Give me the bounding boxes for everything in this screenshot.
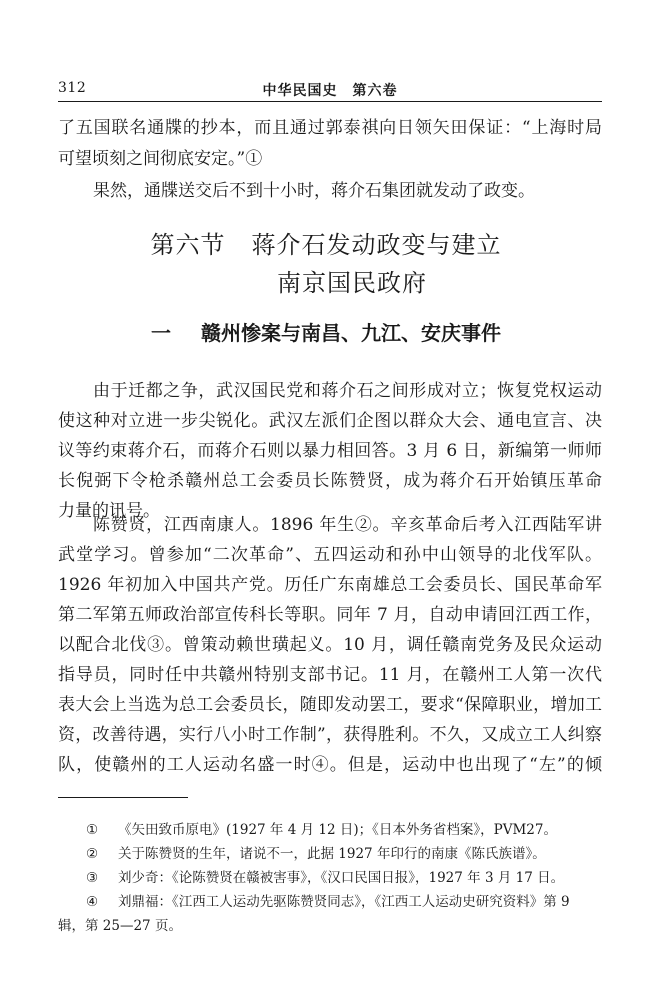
section-title-line1: 蒋介石发动政变与建立 <box>251 231 502 259</box>
subsection-number: 一 <box>151 321 171 345</box>
text-line: 可望顷刻之间彻底安定。”① <box>58 149 263 169</box>
footnote-mark: ④ <box>86 894 99 910</box>
footnote-rule <box>58 797 188 798</box>
text-line: 陈赞贤，江西南康人。1896 年生②。辛亥革命后考入江西陆军讲 <box>93 515 602 535</box>
text-line: 武堂学习。曾参加“二次革命”、五四运动和孙中山领导的北伐军队。 <box>58 545 602 565</box>
header-rule <box>58 101 602 102</box>
text-line: 以配合北伐③。曾策动赖世璜起义。10 月，调任赣南党务及民众运动 <box>58 635 602 655</box>
section-title-line2: 南京国民政府 <box>277 269 427 297</box>
text-line: 指导员，同时任中共赣州特别支部书记。11 月，在赣州工人第一次代 <box>58 665 602 685</box>
footnote-mark: ② <box>86 846 99 862</box>
text-line: 1926 年初加入中国共产党。历任广东南雄总工会委员长、国民革命军 <box>58 575 602 595</box>
footnote-mark: ① <box>86 822 99 838</box>
footnote-text: 关于陈赞贤的生年，诸说不一，此据 1927 年印行的南康《陈氏族谱》。 <box>118 846 546 862</box>
footnote-text: 刘鼎福：《江西工人运动先驱陈赞贤同志》，《江西工人运动史研究资料》第 9 <box>118 894 570 910</box>
text-line: 使这种对立进一步尖锐化。武汉左派们企图以群众大会、通电宣言、决 <box>58 411 602 431</box>
text-line: 力量的讯号。 <box>58 501 160 521</box>
text-line: 由于迁都之争，武汉国民党和蒋介石之间形成对立；恢复党权运动 <box>93 381 602 401</box>
footnote-text: 刘少奇：《论陈赞贤在赣被害事》，《汉口民国日报》，1927 年 3 月 17 日。 <box>118 870 565 886</box>
footnote-mark: ③ <box>86 870 99 886</box>
page-number: 312 <box>58 80 87 96</box>
text-line: 资，改善待遇，实行八小时工作制”，获得胜利。不久，又成立工人纠察 <box>58 725 602 745</box>
text-line: 第二军第五师政治部宣传科长等职。同年 7 月，自动申请回江西工作， <box>58 605 602 625</box>
text-line: 议等约束蒋介石，而蒋介石则以暴力相回答。3 月 6 日，新编第一师师 <box>58 441 602 461</box>
footnote-text: 辑，第 25—27 页。 <box>58 918 182 934</box>
subsection-title: 赣州惨案与南昌、九江、安庆事件 <box>201 321 501 345</box>
section-heading <box>0 228 652 262</box>
text-line: 表大会上当选为总工会委员长，随即发动罢工，要求“保障职业，增加工 <box>58 695 602 715</box>
section-heading-line2 <box>0 266 652 300</box>
text-line: 长倪弼下令枪杀赣州总工会委员长陈赞贤，成为蒋介石开始镇压革命 <box>58 471 602 491</box>
running-title: 中华民国史 第六卷 <box>262 83 398 99</box>
text-line: 果然，通牒送交后不到十小时，蒋介石集团就发动了政变。 <box>93 181 535 201</box>
section-number: 第六节 <box>150 231 226 259</box>
subsection-heading <box>0 318 652 348</box>
page-header <box>58 80 602 102</box>
text-line: 了五国联名通牒的抄本，而且通过郭泰祺向日领矢田保证：“上海时局 <box>58 118 602 138</box>
text-line: 队，使赣州的工人运动名盛一时④。但是，运动中也出现了“左”的倾 <box>58 755 602 775</box>
footnote-text: 《矢田致币原电》(1927 年 4 月 12 日)；《日本外务省档案》，PVM27。 <box>118 822 557 838</box>
